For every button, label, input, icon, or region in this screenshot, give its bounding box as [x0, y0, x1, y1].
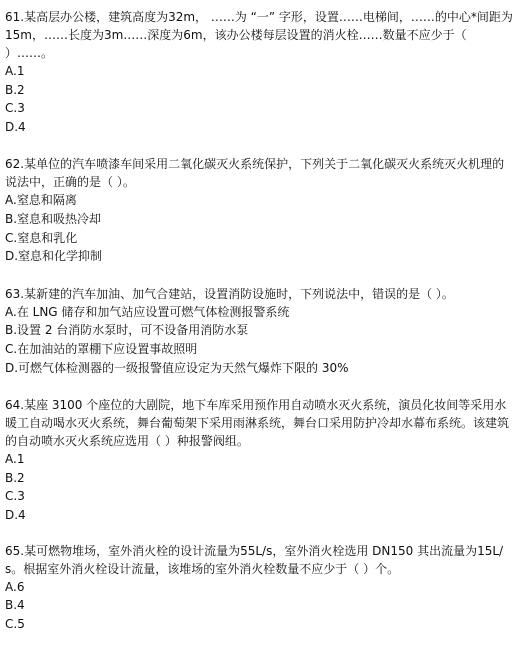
option-c: C.3: [5, 489, 25, 504]
option-c: C.5: [5, 616, 25, 631]
spacer: [5, 266, 516, 285]
option-list: [5, 450, 516, 524]
question-61: [5, 8, 516, 136]
question-63: [5, 285, 516, 377]
question-stem: 64.某座 3100 个座位的大剧院，地下车库采用预作用自动喷水灭火系统，演员化妆间等采用水暖工自动喝水灭火系统，舞台葡萄架下采用雨淋系统，舞台口采用防护冷却水幕布系统。该建筑的自动喷水灭火系统应选用（ ）种报警阀组。: [5, 398, 510, 449]
question-62: [5, 155, 516, 265]
spacer: [5, 377, 516, 396]
option-list: [5, 578, 516, 634]
option-d: D.4: [5, 119, 26, 134]
question-64: [5, 396, 516, 524]
option-list: [5, 62, 516, 136]
option-d: D.4: [5, 507, 26, 522]
option-b: B.窒息和吸热冷却: [5, 211, 102, 226]
spacer: [5, 525, 516, 542]
question-stem: 62.某单位的汽车喷漆车间采用二氧化碳灭火系统保护，下列关于二氧化碳灭火系统灭火机理的说法中，正确的是（ ）。: [5, 157, 505, 190]
option-a: A.1: [5, 64, 25, 78]
option-a: A.1: [5, 452, 25, 467]
option-c: C.窒息和乳化: [5, 230, 78, 245]
option-a: A.窒息和隔离: [5, 193, 77, 208]
option-d: D.窒息和化学抑制: [5, 249, 103, 264]
option-c: C.3: [5, 101, 25, 116]
option-d: D.可燃气体检测器的一级报警值应设定为天然气爆炸下限的 30%: [5, 360, 349, 375]
spacer: [5, 136, 516, 155]
option-a: A.6: [5, 579, 25, 594]
option-c: C.在加油站的罩棚下应设置事故照明: [5, 341, 198, 356]
question-stem: 63.某新建的汽车加油、加气合建站，设置消防设施时，下列说法中，错误的是（ ）。: [5, 286, 454, 301]
question-stem: 61.某高层办公楼，建筑高度为32m， ……为 “一” 字形，设置……电梯间，……的中心*间距为15m，……长度为3m……深度为6m，该办公楼每层设置的消火栓……数量不应少于（ ）……。: [5, 10, 513, 60]
question-stem: 65.某可燃物堆场，室外消火栓的设计流量为55L/s，室外消火栓选用 DN150 其出流量为15L/s。根据室外消火栓设计流量，该堆场的室外消火栓数量不应少于（ ）个。: [5, 543, 504, 576]
option-b: B.2: [5, 82, 25, 97]
option-b: B.设置 2 台消防水泵时，可不设备用消防水泵: [5, 323, 249, 338]
option-a: A.在 LNG 储存和加气站应设置可燃气体检测报警系统: [5, 304, 290, 319]
option-b: B.4: [5, 598, 25, 613]
option-list: [5, 191, 516, 265]
option-b: B.2: [5, 470, 25, 485]
option-list: [5, 303, 516, 377]
question-65: [5, 542, 516, 634]
